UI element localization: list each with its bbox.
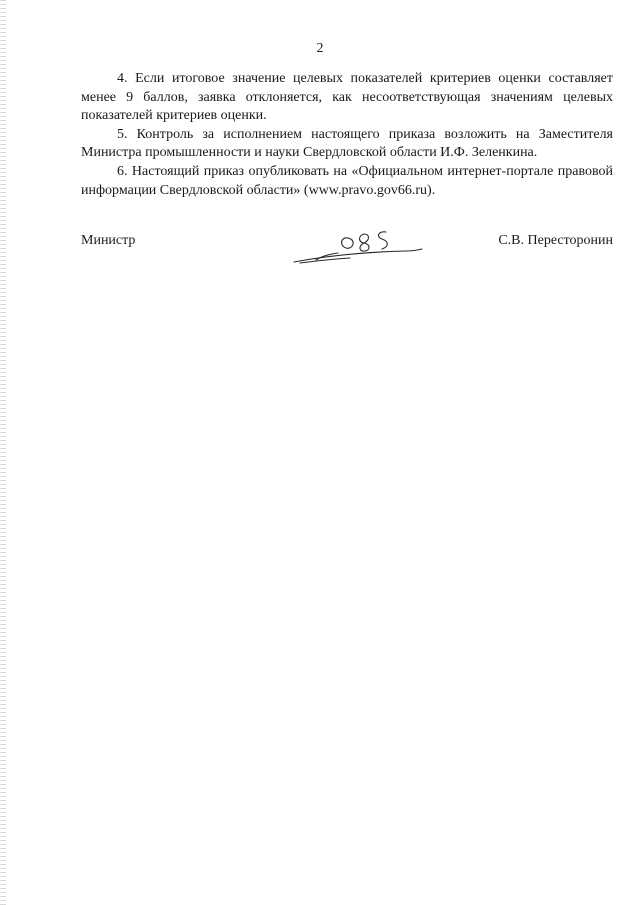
page-number: 2 — [316, 41, 324, 56]
signature-block — [81, 230, 613, 270]
paragraph-6: 6. Настоящий приказ опубликовать на «Официальном интернет-портале правовой информации Свердловской области» (www.pravo.gov66.ru). — [81, 163, 613, 198]
scan-edge — [0, 0, 6, 905]
document-body — [81, 70, 613, 200]
signatory-name: С.В. Пересторонин — [498, 233, 613, 248]
paragraph-4: 4. Если итоговое значение целевых показателей критериев оценки составляет менее 9 баллов, заявка отклоняется, как несоответствующая значениям целевых показателей критериев оценки. — [81, 71, 613, 124]
paragraph-5: 5. Контроль за исполнением настоящего приказа возложить на Заместителя Министра промышленности и науки Свердловской области И.Ф. Зеленкина. — [81, 126, 613, 161]
handwritten-signature — [286, 218, 426, 268]
signatory-title: Министр — [81, 233, 136, 248]
